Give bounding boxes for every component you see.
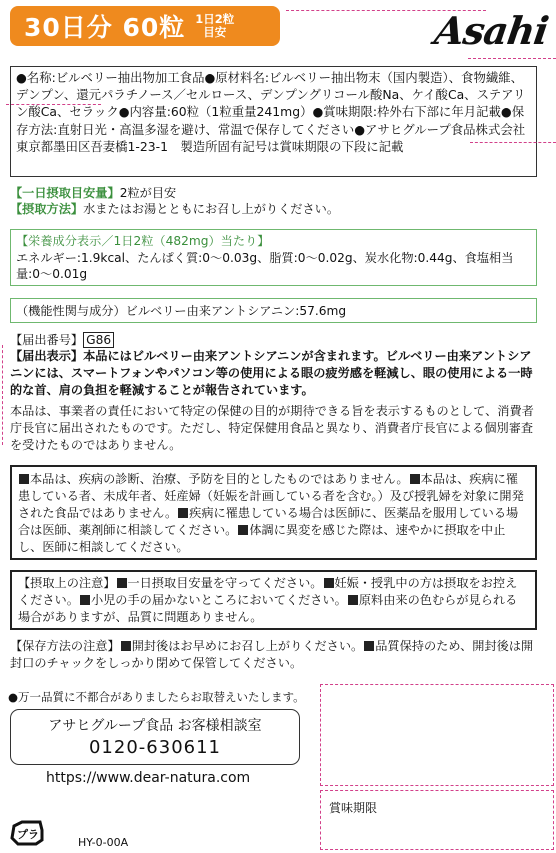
notification-claim-heading: 【届出表示】	[10, 349, 84, 363]
square-bullet-icon	[324, 578, 334, 588]
warning-part2: 本品は、疾病に罹患している者、未成年者、妊産婦（妊娠を計画している者を含む。）及び授乳婦を対象に開発された食品ではありません。	[18, 472, 524, 520]
warning-part1: 本品は、疾病の診断、治療、予防を目的としたものではありません。	[30, 472, 409, 486]
cut-guide-top-right	[468, 58, 556, 59]
product-info-box	[10, 66, 537, 177]
cautions-part4: 原料由来の色むらが見られる場合がありますが、品質に問題ありません。	[18, 593, 518, 624]
intake-amount-heading: 【一日摂取目安量】	[10, 186, 120, 200]
contact-url[interactable]: https://www.dear-natura.com	[46, 770, 251, 786]
intake-amount-value: 2粒が目安	[119, 186, 177, 200]
cut-guide-info-right	[470, 142, 556, 143]
square-bullet-icon	[80, 595, 90, 605]
intake-method-value: 水またはお湯とともにお召し上がりください。	[83, 202, 340, 216]
nutrition-box	[10, 229, 537, 286]
storage-part2: 品質保持のため、開封後は開封口のチャックをしっかり閉めて保管してください。	[10, 639, 534, 670]
warning-part3: 疾病に罹患している場合は医師に、医薬品を服用している場合は医師、薬剤師に相談してください。	[18, 506, 519, 537]
notification-claim: 本品にはビルベリー由来アントシアニンが含まれます。ビルベリー由来アントシアニンには、スマートフォンやパソコン等の使用による眼の疲労感を軽減し、眼の使用による一時的な首、肩の負担を軽減することが報告されています。	[10, 349, 533, 397]
recycle-mark-label: プラ	[17, 828, 39, 841]
functional-box	[10, 298, 537, 323]
contact-box	[10, 709, 300, 765]
cautions-heading: 【摂取上の注意】	[18, 576, 116, 590]
square-bullet-icon	[238, 525, 248, 535]
storage-heading: 【保存方法の注意】	[10, 639, 120, 653]
dosage-line1: 1日2粒	[195, 12, 235, 26]
notification-section	[10, 332, 540, 454]
functional-text: （機能性関与成分）ビルベリー由来アントシアニン:57.6mg	[16, 304, 347, 318]
warning-box	[10, 465, 537, 560]
notification-number: G86	[83, 332, 114, 348]
recycle-mark-icon	[8, 818, 46, 848]
cut-guide-info	[6, 104, 101, 105]
dosage-line2: 目安	[203, 25, 227, 39]
storage-section	[10, 638, 540, 672]
nutrition-values: エネルギー:1.9kcal、たんぱく質:0～0.03g、脂質:0～0.02g、炭水化物:0.44g、食塩相当量:0～0.01g	[16, 250, 514, 281]
notification-number-heading: 【届出番号】	[10, 333, 84, 347]
notification-disclaimer: 本品は、事業者の責任において特定の保健の目的が期待できる旨を表示するものとして、消費者庁長官に届出されたものです。ただし、特定保健用食品と異なり、消費者庁長官による個別審査を受けたものではありません。	[10, 404, 534, 452]
cautions-box	[10, 570, 537, 630]
square-bullet-icon	[19, 474, 29, 484]
count-label: 30日分 60粒	[24, 13, 186, 42]
product-info-text: ●名称:ビルベリー抽出物加工食品●原材料名:ビルベリー抽出物末（国内製造）、食物繊維、デンプン、還元パラチノース／セルロース、デンプングリコール酸Na、ケイ酸Ca、ステアリン酸Ca、セラック●内容量:60粒（1粒重量241mg）●賞味期限:枠外右下部に年月記載●保存方法:直射日光・高温多湿を避け、常温で保存してください●アサヒグループ食品株式会社 東京都墨田区吾妻橋1-23-1 製造所固有記号は賞味期限の下段に記載	[16, 70, 538, 154]
product-code: HY-0-00A	[78, 836, 129, 849]
cautions-part1: 一日摂取目安量を守ってください。	[127, 576, 323, 590]
contact-phone: 0120-630611	[88, 737, 222, 758]
intake-method-heading: 【摂取方法】	[10, 202, 84, 216]
square-bullet-icon	[364, 641, 374, 651]
cut-guide-left	[2, 345, 3, 445]
asahi-logo: Asahi	[432, 8, 552, 53]
cautions-part3: 小児の手の届かないところにおいてください。	[90, 593, 347, 607]
square-bullet-icon	[117, 578, 127, 588]
contact-desk-name: アサヒグループ食品 お客様相談室	[48, 718, 262, 734]
exchange-note: ●万一品質に不都合がありましたらお取替えいたします。	[8, 690, 305, 704]
intake-section	[10, 185, 540, 217]
square-bullet-icon	[410, 474, 420, 484]
count-badge	[10, 6, 280, 46]
expiry-box	[320, 790, 554, 850]
cautions-part2: 妊娠・授乳中の方は摂取をお控えください。	[18, 576, 518, 607]
blank-cut-box	[320, 684, 554, 786]
square-bullet-icon	[348, 595, 358, 605]
expiry-label: 賞味期限	[329, 801, 378, 815]
nutrition-heading: 【栄養成分表示／1日2粒（482mg）当たり】	[16, 234, 270, 248]
warning-part4: 体調に異変を感じた際は、速やかに摂取を中止し、医師に相談してください。	[18, 523, 506, 554]
storage-part1: 開封後はお早めにお召し上がりください。	[131, 639, 364, 653]
dosage-label	[195, 13, 234, 39]
square-bullet-icon	[121, 641, 131, 651]
square-bullet-icon	[178, 508, 188, 518]
